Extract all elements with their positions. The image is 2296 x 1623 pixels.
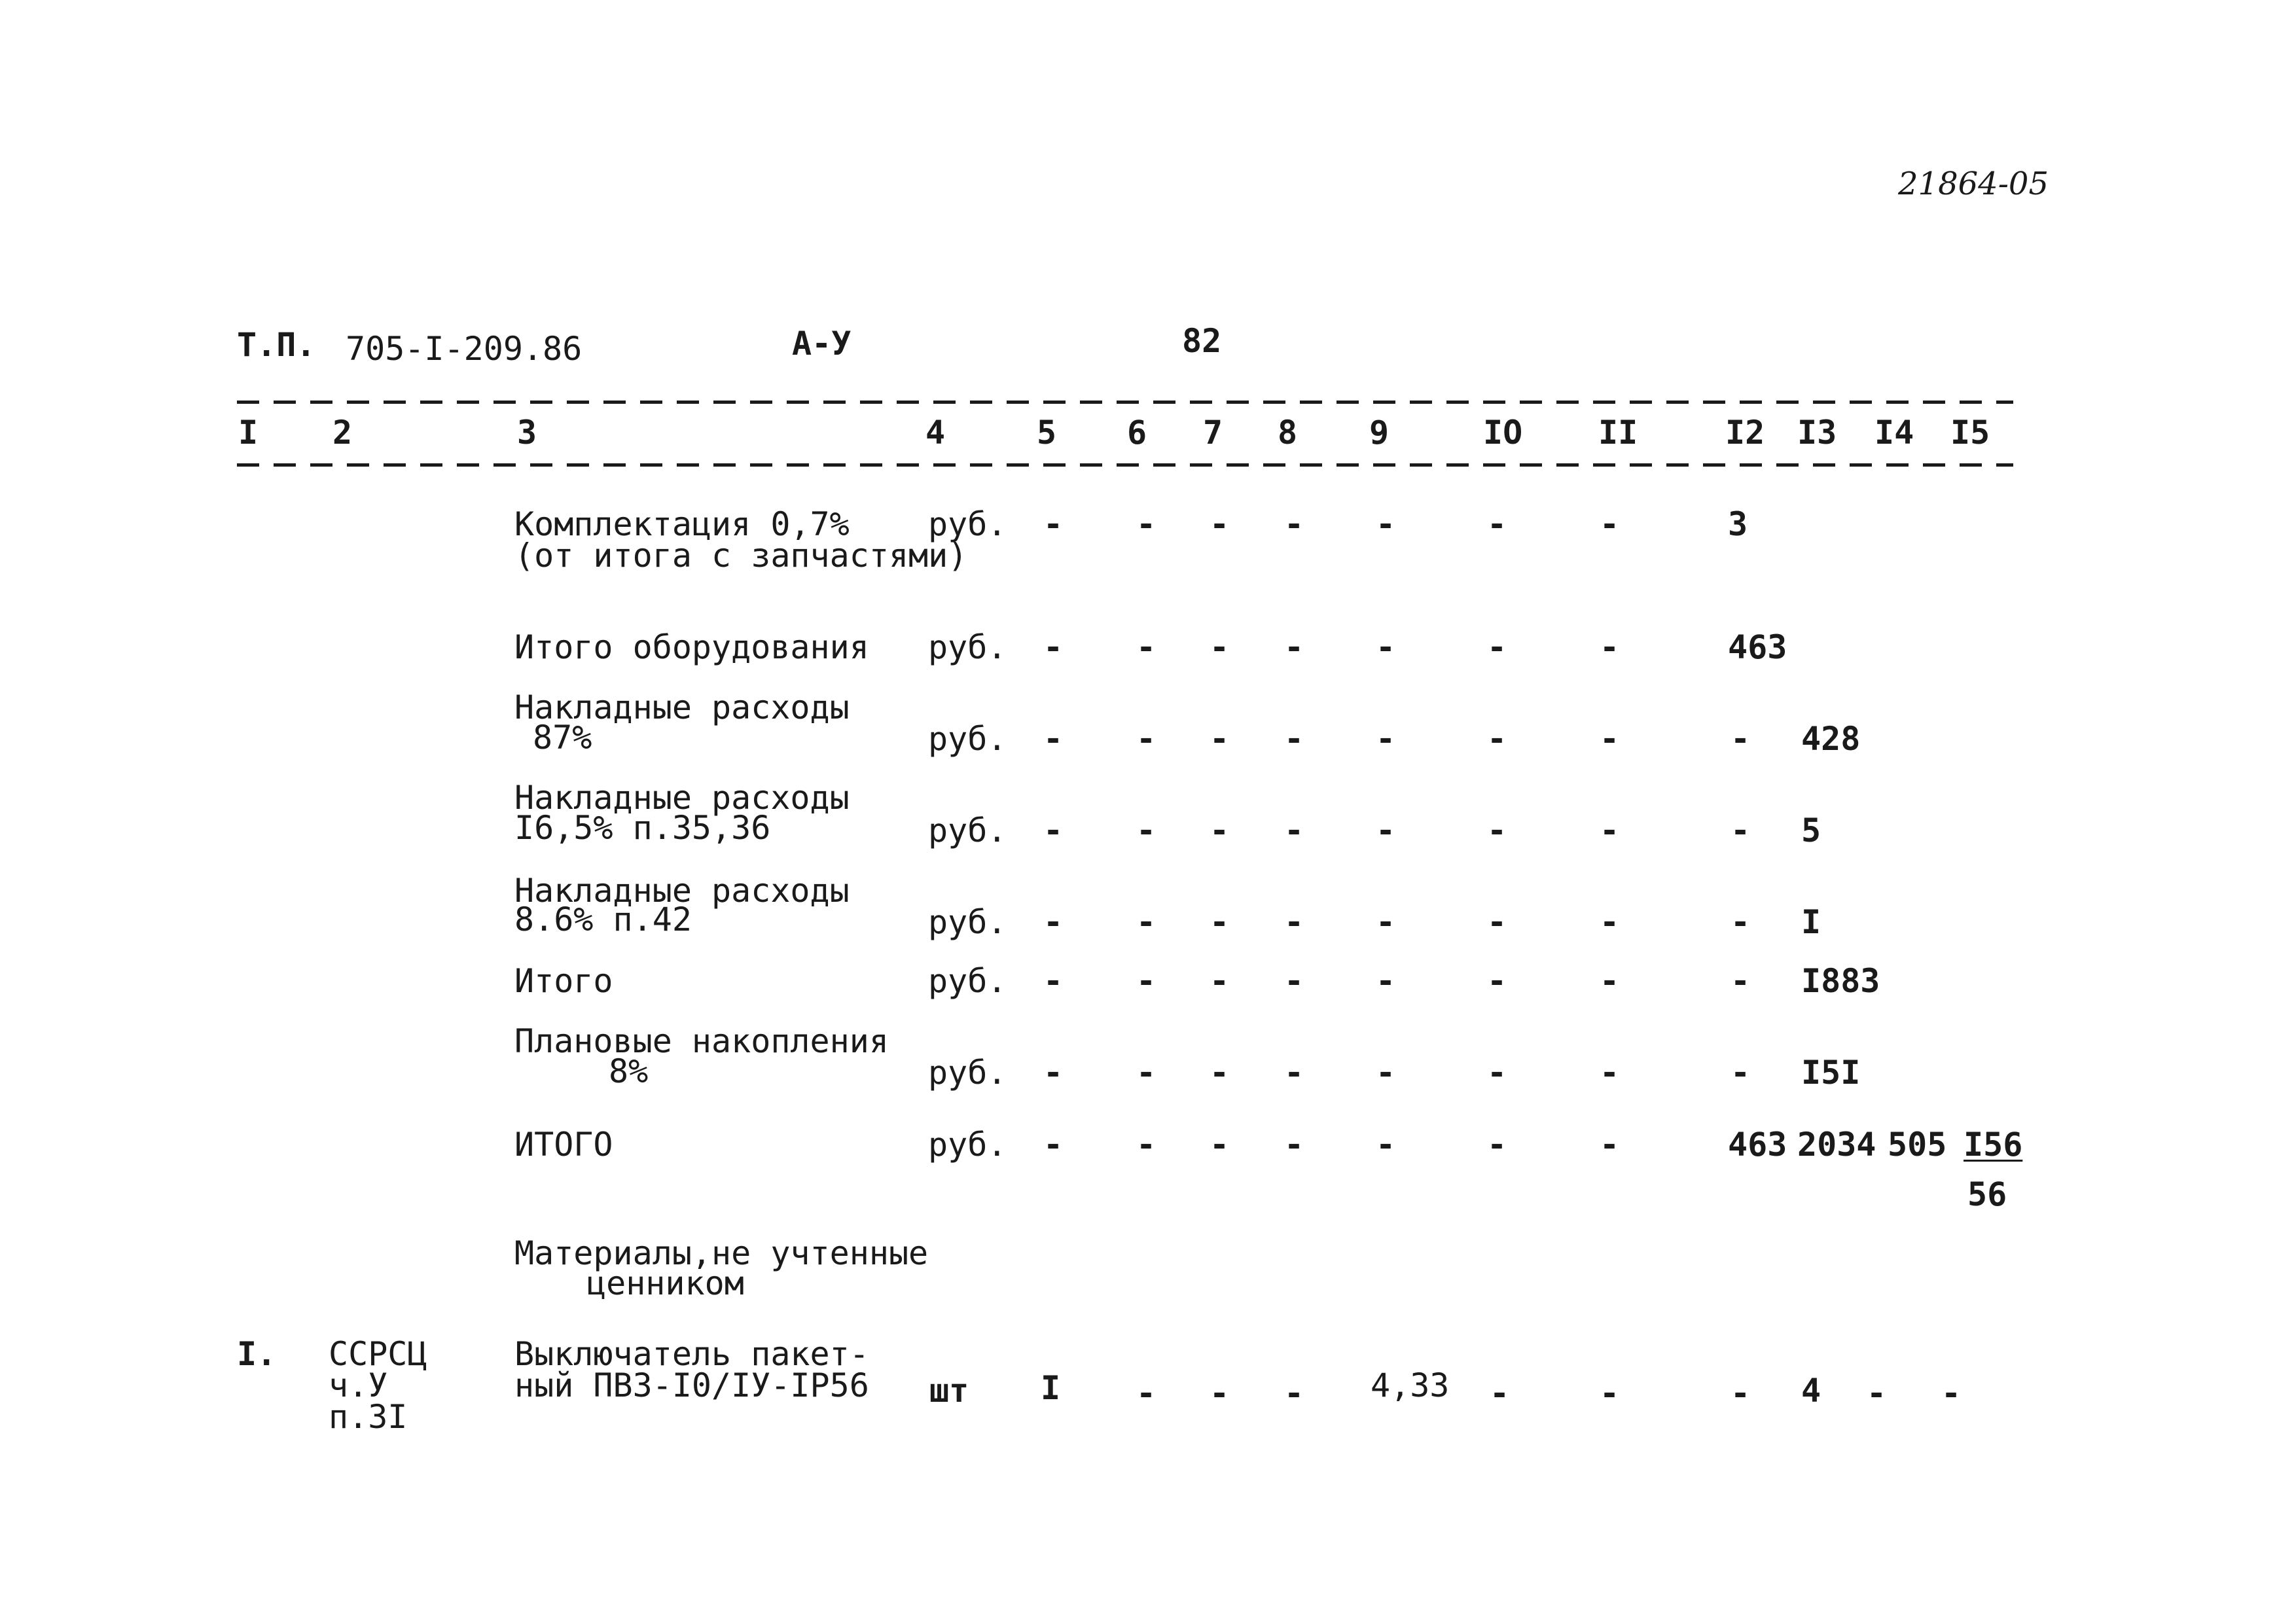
dash-cell: - xyxy=(1210,1054,1230,1092)
header-bottom-rule xyxy=(237,463,2013,467)
value-col15: - xyxy=(1941,1374,1962,1412)
value-col13: I xyxy=(1801,903,1821,941)
dash-cell: - xyxy=(1376,505,1396,543)
dash-cell: - xyxy=(1284,962,1304,1000)
dash-cell: - xyxy=(1600,505,1620,543)
dash-cell: - xyxy=(1600,1054,1620,1092)
dash-cell: - xyxy=(1284,505,1304,543)
unit: руб. xyxy=(928,962,1007,1000)
dash-cell: - xyxy=(1376,720,1396,758)
item-number: I. xyxy=(237,1335,277,1373)
unit: шт xyxy=(929,1372,969,1410)
dash-cell: - xyxy=(1210,1126,1230,1164)
row-name-note: (от итога с запчастями) xyxy=(514,537,968,575)
dash-cell: - xyxy=(1376,628,1396,666)
col-header: 5 xyxy=(1037,414,1057,452)
dash-cell: - xyxy=(1600,720,1620,758)
row-name: Итого xyxy=(514,962,613,1000)
dash-cell: - xyxy=(1490,1374,1510,1412)
dash-cell: - xyxy=(1376,1126,1396,1164)
dash-cell: - xyxy=(1487,1054,1507,1092)
dash-cell: - xyxy=(1136,962,1157,1000)
value-col13: I5I xyxy=(1801,1054,1861,1092)
col-header: 8 xyxy=(1278,414,1298,452)
dash-cell: - xyxy=(1600,628,1620,666)
unit: руб. xyxy=(928,720,1007,758)
col-header: IO xyxy=(1483,414,1523,452)
dash-cell: - xyxy=(1136,812,1157,849)
col-header: I4 xyxy=(1874,414,1914,452)
dash-cell: - xyxy=(1136,1126,1157,1164)
col-header: II xyxy=(1598,414,1638,452)
price-ref-part: ч.У xyxy=(329,1366,388,1404)
col-header: I5 xyxy=(1950,414,1990,452)
value-col12: - xyxy=(1731,1374,1751,1412)
dash-cell: - xyxy=(1136,720,1157,758)
dash-cell: - xyxy=(1136,628,1157,666)
row-name-note: 87% xyxy=(533,719,592,757)
value-col12: - xyxy=(1731,1054,1751,1092)
dash-cell: - xyxy=(1136,505,1157,543)
dash-cell: - xyxy=(1210,505,1230,543)
page-number: 82 xyxy=(1182,322,1222,360)
dash-cell: - xyxy=(1284,1126,1304,1164)
col-header: 2 xyxy=(332,414,353,452)
dash-cell: - xyxy=(1136,1054,1157,1092)
dash-cell: - xyxy=(1487,812,1507,849)
row-name: Плановые накопления xyxy=(514,1022,889,1060)
archive-number-mark: 21864-05 xyxy=(1898,166,2049,202)
value-col12: 463 xyxy=(1728,628,1787,666)
col-header: I3 xyxy=(1797,414,1837,452)
value-col12: - xyxy=(1731,812,1751,849)
dash-cell: - xyxy=(1043,1126,1064,1164)
row-name-note: I6,5% п.35,36 xyxy=(514,809,771,847)
value-col15-top: I56 xyxy=(1964,1126,2023,1164)
dash-cell: - xyxy=(1043,812,1064,849)
header-top-rule xyxy=(237,401,2013,404)
dash-cell: - xyxy=(1284,812,1304,849)
value-col13: I883 xyxy=(1801,962,1880,1000)
doc-section: А-У xyxy=(792,325,852,363)
dash-cell: - xyxy=(1284,1374,1304,1412)
col-header: 7 xyxy=(1203,414,1223,452)
dash-cell: - xyxy=(1284,720,1304,758)
col-header: I xyxy=(238,414,259,452)
row-name-note: 8% xyxy=(609,1052,649,1090)
doc-type-label: Т.П. xyxy=(237,326,316,364)
dash-cell: - xyxy=(1487,720,1507,758)
row-name: Накладные расходы xyxy=(514,688,850,726)
dash-cell: - xyxy=(1284,628,1304,666)
dash-cell: - xyxy=(1210,903,1230,941)
dash-cell: - xyxy=(1600,1126,1620,1164)
unit: руб. xyxy=(928,903,1007,941)
dash-cell: - xyxy=(1376,903,1396,941)
dash-cell: - xyxy=(1600,962,1620,1000)
dash-cell: - xyxy=(1487,962,1507,1000)
dash-cell: - xyxy=(1376,1054,1396,1092)
unit: руб. xyxy=(928,1054,1007,1092)
col-header: 3 xyxy=(517,414,537,452)
section-heading-cont: ценником xyxy=(586,1264,744,1302)
value-col13: 5 xyxy=(1801,812,1821,849)
dash-cell: - xyxy=(1376,812,1396,849)
value-col12: - xyxy=(1731,903,1751,941)
dash-cell: - xyxy=(1600,1374,1620,1412)
dash-cell: - xyxy=(1043,628,1064,666)
row-name: Комплектация 0,7% xyxy=(514,505,850,543)
price-ref: ССРСЦ xyxy=(329,1335,427,1373)
dash-cell: - xyxy=(1210,812,1230,849)
value-col12: 463 xyxy=(1728,1126,1787,1164)
col-header: I2 xyxy=(1725,414,1765,452)
dash-cell: - xyxy=(1136,903,1157,941)
col-header: 6 xyxy=(1127,414,1147,452)
row-name: Накладные расходы xyxy=(514,779,850,817)
unit: руб. xyxy=(928,628,1007,666)
price-ref-item: п.3I xyxy=(329,1398,408,1436)
row-name: Накладные расходы xyxy=(514,872,850,910)
dash-cell: - xyxy=(1210,628,1230,666)
value-col15-bottom: 56 xyxy=(1967,1175,2007,1213)
value-col14: - xyxy=(1867,1374,1887,1412)
section-heading: Материалы,не учтенные xyxy=(514,1234,929,1272)
col-header: 4 xyxy=(925,414,946,452)
dash-cell: - xyxy=(1600,812,1620,849)
col-header: 9 xyxy=(1369,414,1390,452)
dash-cell: - xyxy=(1043,1054,1064,1092)
dash-cell: - xyxy=(1210,962,1230,1000)
row-name: ИТОГО xyxy=(514,1126,613,1164)
dash-cell: - xyxy=(1284,1054,1304,1092)
dash-cell: - xyxy=(1487,628,1507,666)
dash-cell: - xyxy=(1487,505,1507,543)
value-col13: 2034 xyxy=(1797,1126,1876,1164)
value-col9: 4,33 xyxy=(1371,1366,1450,1404)
dash-cell: - xyxy=(1487,903,1507,941)
value-col12: - xyxy=(1731,962,1751,1000)
dash-cell: - xyxy=(1043,903,1064,941)
dash-cell: - xyxy=(1043,962,1064,1000)
row-name-note: 8.6% п.42 xyxy=(514,901,692,938)
dash-cell: - xyxy=(1600,903,1620,941)
unit: руб. xyxy=(928,812,1007,849)
value-col12: - xyxy=(1731,720,1751,758)
dash-cell: - xyxy=(1376,962,1396,1000)
unit: руб. xyxy=(928,505,1007,543)
dash-cell: - xyxy=(1210,1374,1230,1412)
dash-cell: - xyxy=(1136,1374,1157,1412)
row-name: Итого оборудования xyxy=(514,628,869,666)
value-col12: 3 xyxy=(1728,505,1748,543)
dash-cell: - xyxy=(1210,720,1230,758)
unit: руб. xyxy=(928,1126,1007,1164)
value-col13: 4 xyxy=(1801,1372,1821,1410)
dash-cell: - xyxy=(1043,505,1064,543)
row-name: Выключатель пакет- xyxy=(514,1335,869,1373)
dash-cell: - xyxy=(1284,903,1304,941)
dash-cell: - xyxy=(1487,1126,1507,1164)
value-col5: I xyxy=(1041,1369,1061,1407)
dash-cell: - xyxy=(1043,720,1064,758)
value-col13: 428 xyxy=(1801,720,1861,758)
doc-code: 705-I-209.86 xyxy=(346,330,583,368)
row-name-note: ный ПВЗ-I0/IУ-IР56 xyxy=(514,1366,869,1404)
value-col14: 505 xyxy=(1888,1126,1947,1164)
